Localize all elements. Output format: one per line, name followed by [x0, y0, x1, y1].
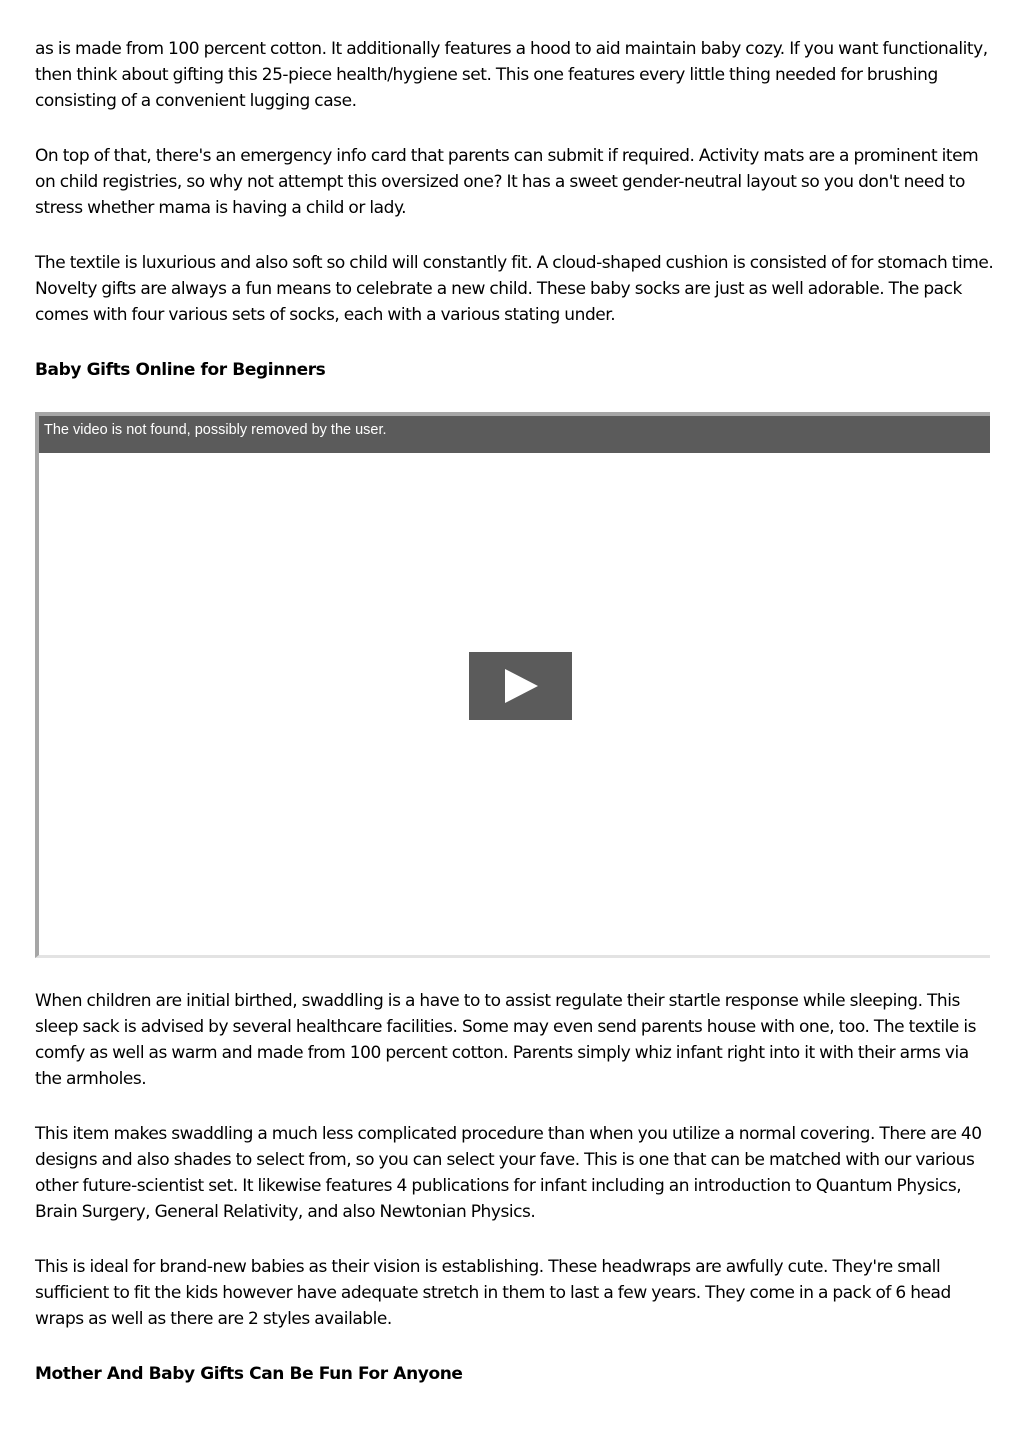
paragraph: The textile is luxurious and also soft so child will constantly fit. A cloud-shaped cushion is consisted of for stomach time. Novelty gifts are always a fun means to celebrate a new child. These baby socks are just as well adorable. The pack comes with four various sets of socks, each with a various stating under. — [35, 253, 994, 325]
paragraph: When children are initial birthed, swaddling is a have to to assist regulate their startle response while sleeping. This sleep sack is advised by several healthcare facilities. Some may even send parents house with one, too. The textile is comfy as well as warm and made from 100 percent cotton. Parents simply whiz infant right into it with their arms via the armholes. — [35, 991, 977, 1089]
video-embed[interactable] — [35, 412, 990, 958]
play-icon — [469, 652, 572, 720]
paragraph: On top of that, there's an emergency info card that parents can submit if required. Activity mats are a prominent item on child registries, so why not attempt this oversized one? It has a sweet gender-neutral layout so you don't need to stress whether mama is having a child or lady. — [35, 146, 979, 218]
video-error-message: The video is not found, possibly removed by the user. — [39, 416, 990, 453]
paragraph: as is made from 100 percent cotton. It additionally features a hood to aid maintain baby cozy. If you want functionality, then think about gifting this 25-piece health/hygiene set. This one features every little thing needed for brushing consisting of a convenient lugging case. — [35, 39, 988, 111]
paragraph: This is ideal for brand-new babies as their vision is establishing. These headwraps are awfully cute. They're small sufficient to fit the kids however have adequate stretch in them to last a few years. They come in a pack of 6 head wraps as well as there are 2 styles available. — [35, 1257, 951, 1329]
article-body — [35, 36, 995, 1416]
section-heading: Mother And Baby Gifts Can Be Fun For Anyone — [35, 1364, 463, 1384]
paragraph: This item makes swaddling a much less complicated procedure than when you utilize a normal covering. There are 40 designs and also shades to select from, so you can select your fave. This is one that can be matched with our various other future-scientist set. It likewise features 4 publications for infant including an introduction to Quantum Physics, Brain Surgery, General Relativity, and also Newtonian Physics. — [35, 1124, 982, 1222]
section-heading: Baby Gifts Online for Beginners — [35, 360, 326, 380]
play-button[interactable] — [469, 652, 572, 720]
